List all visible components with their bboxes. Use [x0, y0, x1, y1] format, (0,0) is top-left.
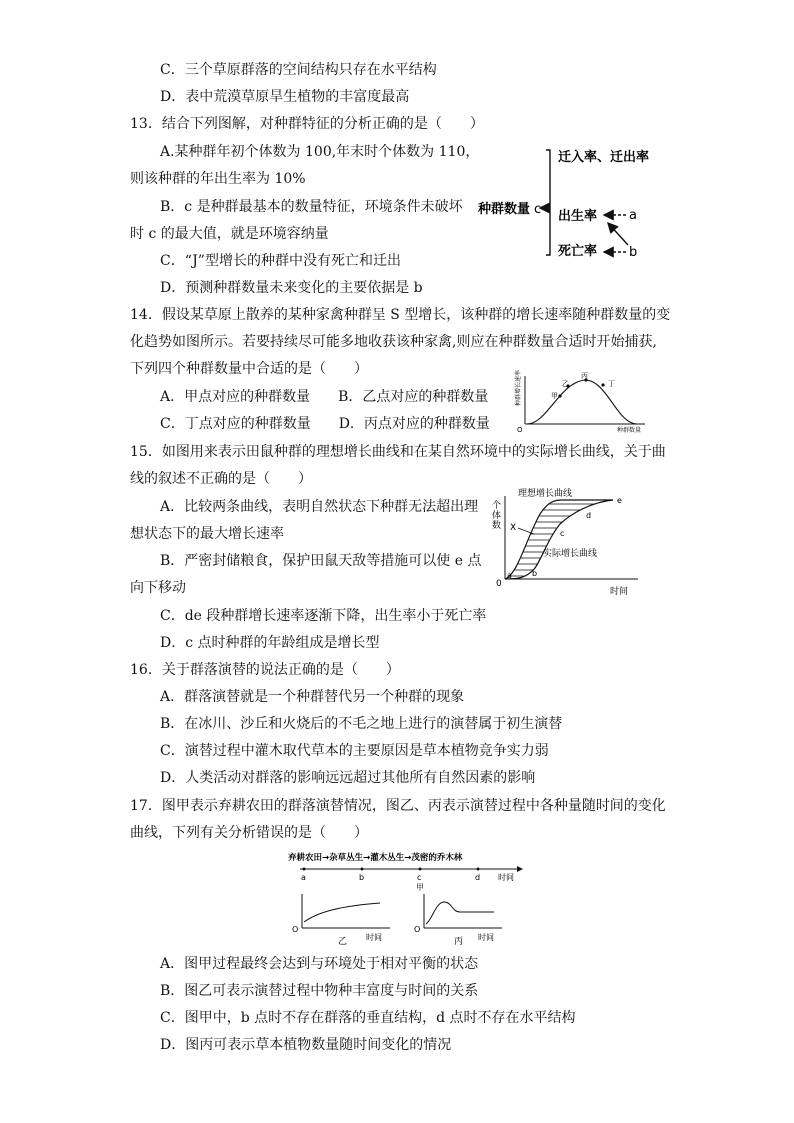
x-label: 种群数量: [617, 427, 642, 434]
origin-label: O: [517, 426, 523, 434]
succession-sequence: 弃耕农田→杂草丛生→灌木丛生→茂密的乔木林: [288, 853, 463, 863]
growth-curve: [527, 380, 637, 424]
option-13b-cont: 时 c 的最大值，就是环境容纳量: [130, 226, 329, 242]
label-birth-rate: 出生率: [558, 209, 598, 224]
ideal-curve: [505, 500, 613, 579]
option-17b: B．图乙可表示演替过程中物种丰富度与时间的关系: [160, 983, 479, 999]
option-12c: C．三个草原群落的空间结构只存在水平结构: [160, 62, 437, 78]
label-b: b: [629, 245, 638, 260]
option-13a-cont: 则该种群的年出生率为 10%: [130, 171, 306, 187]
ideal-label: 理想增长曲线: [518, 489, 573, 499]
question-14-stem-cont2: 下列四个种群数量中合适的是（ ）: [130, 361, 368, 377]
arrow-b-to-birth: [608, 223, 628, 245]
label-d: d: [586, 511, 592, 520]
question-14-stem: 14．假设某草原上散养的某种家禽种群呈 S 型增长，该种群的增长速率随种群数量的变: [130, 307, 671, 323]
option-13a: A.某种群年初个体数为 100,年末时个体数为 110，: [160, 144, 480, 160]
point-b: [361, 868, 364, 871]
option-15a: A．比较两条曲线，表明自然状态下种群无法超出理: [160, 499, 479, 515]
y-label-2: 体: [492, 511, 502, 521]
label-ding: 丁: [608, 380, 615, 388]
label-migration: 迁入率、迁出率: [558, 150, 650, 165]
option-15d: D．c 点时种群的年龄组成是增长型: [160, 635, 380, 651]
option-13c: C．“J”型增长的种群中没有死亡和迁出: [160, 253, 401, 269]
y-label: 种群增长速率: [515, 369, 522, 406]
x-label: 时间: [610, 587, 629, 597]
chart-bing-origin: O: [414, 925, 421, 934]
population-growth-curves: [488, 484, 648, 596]
label-b: b: [359, 873, 365, 882]
succession-diagram: [280, 850, 540, 946]
y-label-1: 个: [492, 501, 502, 511]
label-time: 时间: [498, 873, 514, 882]
growth-rate-curve: [505, 369, 655, 434]
point-d: [477, 868, 480, 871]
y-label-3: 数: [492, 521, 502, 531]
chart-yi-label: 乙: [338, 937, 348, 947]
actual-label: 实际增长曲线: [543, 549, 598, 559]
bracket-line: [546, 150, 550, 255]
option-13d: D．预测种群数量未来变化的主要依据是 b: [160, 280, 423, 296]
chart-yi-xlabel: 时间: [366, 933, 382, 942]
point-jia: [558, 394, 561, 397]
label-a: a: [507, 571, 512, 580]
option-17a: A．图甲过程最终会达到与环境处于相对平衡的状态: [160, 956, 479, 972]
label-a: a: [301, 873, 306, 882]
label-population: 种群数量: [478, 202, 531, 217]
label-b: b: [532, 569, 538, 578]
option-14cd: C．丁点对应的种群数量 D．丙点对应的种群数量: [160, 416, 490, 432]
hatch-area: [505, 504, 618, 576]
option-16c: C．演替过程中灌木取代草本的主要原因是草本植物竞争实力弱: [160, 743, 549, 759]
chart-yi-curve: [304, 903, 380, 922]
option-15b-cont: 向下移动: [130, 580, 186, 596]
question-14-stem-cont: 化趋势如图所示。若要持续尽可能多地收获该种家禽,则应在种群数量合适时开始捕获,: [130, 334, 657, 350]
label-c: c: [534, 202, 542, 217]
chart-yi-origin: O: [292, 925, 299, 934]
question-13-stem: 13．结合下列图解，对种群特征的分析正确的是（ ）: [130, 116, 484, 132]
chart-bing-xlabel: 时间: [478, 933, 494, 942]
label-jia: 甲: [551, 392, 558, 400]
chart-bing-label: 丙: [454, 937, 464, 947]
point-ding: [601, 383, 604, 386]
label-yi: 乙: [562, 380, 569, 388]
chart-bing-curve: [426, 902, 494, 924]
origin-label: 0: [496, 579, 502, 589]
question-15-stem-cont: 线的叙述不正确的是（ ）: [130, 471, 312, 487]
question-17-stem-cont: 曲线，下列有关分析错误的是（ ）: [130, 825, 368, 841]
option-15a-cont: 想状态下的最大增长速率: [130, 526, 284, 542]
question-15-stem: 15．如图用来表示田鼠种群的理想增长曲线和在某自然环境中的实际增长曲线，关于曲: [130, 444, 666, 460]
label-c: c: [560, 529, 565, 538]
option-15c: C．de 段种群增长速率逐渐下降，出生率小于死亡率: [160, 608, 487, 624]
label-jia: 甲: [416, 883, 424, 892]
option-16a: A．群落演替就是一个种群替代另一个种群的现象: [160, 689, 465, 705]
option-15b: B．严密封储粮食，保护田鼠天敌等措施可以使 e 点: [160, 553, 482, 569]
option-14ab: A．甲点对应的种群数量 B．乙点对应的种群数量: [160, 389, 489, 405]
option-16d: D．人类活动对群落的影响远远超过其他所有自然因素的影响: [160, 770, 536, 786]
option-17c: C．图甲中，b 点时不存在群落的垂直结构，d 点时不存在水平结构: [160, 1010, 576, 1026]
label-bing: 丙: [581, 372, 588, 380]
population-feature-diagram: [478, 142, 678, 267]
question-17-stem: 17．图甲表示弃耕农田的群落演替情况，图乙、丙表示演替过程中各种量随时间的变化: [130, 798, 666, 814]
label-d: d: [475, 873, 481, 882]
option-17d: D．图丙可表示草本植物数量随时间变化的情况: [160, 1037, 452, 1053]
point-a: [303, 868, 306, 871]
option-12d: D．表中荒漠草原旱生植物的丰富度最高: [160, 89, 410, 105]
x-marker-label: X: [510, 523, 517, 533]
point-c: [419, 868, 422, 871]
label-c: c: [417, 873, 422, 882]
actual-curve: [505, 500, 613, 579]
label-a: a: [629, 208, 637, 223]
label-e: e: [617, 496, 622, 505]
option-16b: B．在冰川、沙丘和火烧后的不毛之地上进行的演替属于初生演替: [160, 716, 563, 732]
label-death-rate: 死亡率: [558, 244, 598, 259]
option-13b: B．c 是种群最基本的数量特征，环境条件未破坏: [160, 199, 463, 215]
question-16-stem: 16．关于群落演替的说法正确的是（ ）: [130, 662, 400, 678]
